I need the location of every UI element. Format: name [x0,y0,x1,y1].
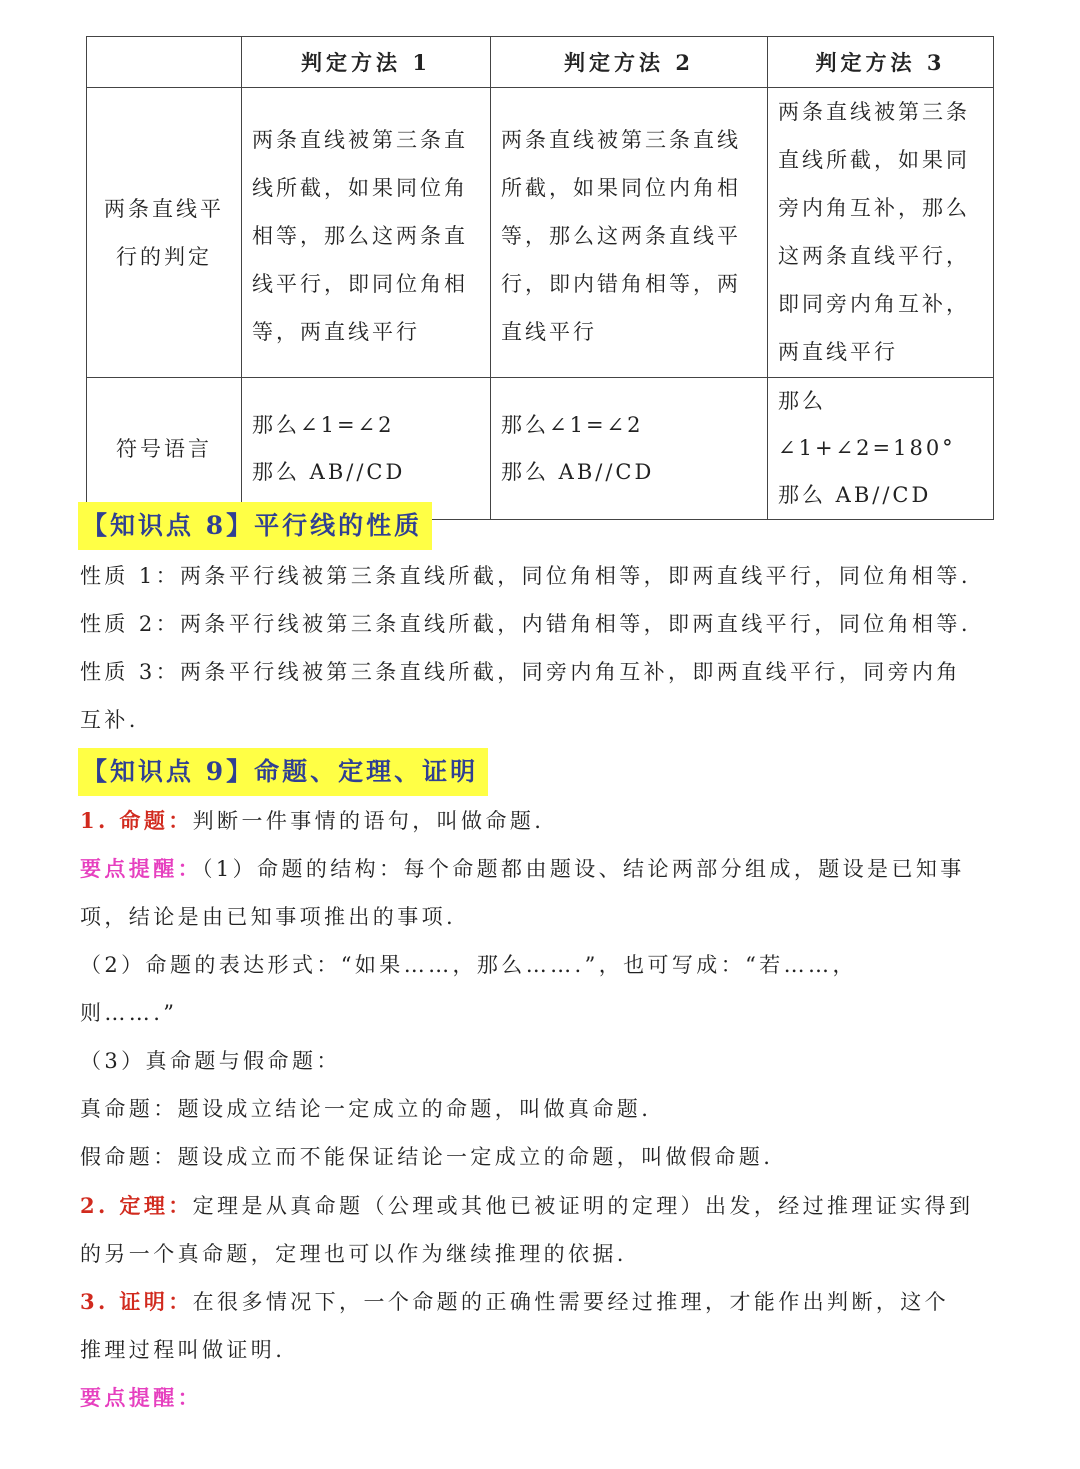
cell-line: 两条直线被第三条 [778,100,970,124]
kp8-property-3: 性质 3：两条平行线被第三条直线所截，同旁内角互补，即两直线平行，同旁内角 [80,660,961,684]
kp9-tip-1 [80,845,1005,893]
cell-line: 两条直线被第三条直线 [501,127,741,152]
kp9-tip-final [80,1374,1005,1422]
cell-line: 那么 AB//CD [778,483,932,507]
cell-line: 即同旁内角互补， [778,292,970,316]
kp8-property-1: 性质 1：两条平行线被第三条直线所截，同位角相等，即两直线平行，同位角相等. [80,564,971,588]
table-header-method-2: 判定方法 2 [491,37,768,88]
kp9-theorem [80,1182,1005,1230]
kp9-true-proposition: 真命题：题设成立结论一定成立的命题，叫做真命题. [80,1097,652,1121]
cell-line: 旁内角互补，那么 [778,196,970,220]
kp9-theorem-cont: 的另一个真命题，定理也可以作为继续推理的依据. [80,1242,627,1266]
cell-line: 两条直线被第三条直 [252,127,468,152]
cell-line: 那么∠1=∠2 [501,412,644,437]
kp8-property-3-cont: 互补. [80,708,139,732]
tip-label-final: 要点提醒： [80,1385,202,1410]
cell-line: 线所截，如果同位角 [252,175,468,200]
cell-line: 直线平行 [501,319,597,344]
criteria-method-2 [491,88,768,378]
table-header-method-3: 判定方法 3 [768,37,994,88]
cell-line: 那么 AB//CD [252,459,406,484]
tip-label: 要点提醒： [80,856,202,881]
criteria-method-3 [768,88,994,378]
kp9-tip-3: （3）真命题与假命题： [80,1049,341,1073]
table-row-criteria [87,88,994,378]
kp9-tip-2: （2）命题的表达形式：“如果……，那么…….”，也可写成：“若……， [80,953,857,977]
theorem-text: 定理是从真命题（公理或其他已被证明的定理）出发，经过推理证实得到 [192,1194,974,1218]
symbolic-method-2 [491,378,768,520]
cell-line: 等，两直线平行 [252,319,420,344]
kp8-heading: 【知识点 8】平行线的性质 [78,502,432,550]
cell-line: 行，即内错角相等，两 [501,271,741,296]
cell-line: 线平行，即同位角相 [252,271,468,296]
table-row-symbolic [87,378,994,520]
proposition-text: 判断一件事情的语句，叫做命题. [192,809,545,833]
cell-line: 这两条直线平行， [778,244,970,268]
kp9-tip-2-cont: 则…….” [80,1001,178,1025]
cell-line: 那么∠1=∠2 [252,412,395,437]
kp9-heading: 【知识点 9】命题、定理、证明 [78,748,488,796]
row-label-criteria [87,88,242,378]
criteria-method-1 [242,88,491,378]
theorem-label: 2. 定理： [80,1193,193,1218]
symbolic-method-1 [242,378,491,520]
proof-label: 3. 证明： [80,1289,193,1314]
symbolic-method-3 [768,378,994,520]
row-label-symbolic: 符号语言 [87,378,242,520]
row-label-line: 行的判定 [116,244,212,269]
parallel-criteria-table [86,36,994,520]
proof-text: 在很多情况下，一个命题的正确性需要经过推理，才能作出判断，这个 [192,1290,950,1314]
kp9-proof-cont: 推理过程叫做证明. [80,1338,286,1362]
kp8-property-2: 性质 2：两条平行线被第三条直线所截，内错角相等，即两直线平行，同位角相等. [80,612,971,636]
table-header-method-1: 判定方法 1 [242,37,491,88]
kp9-proposition [80,797,1005,845]
proposition-label: 1. 命题： [80,808,193,833]
table-header-row [87,37,994,88]
cell-line: 等，那么这两条直线平 [501,223,741,248]
row-label-line: 两条直线平 [104,196,224,221]
kp9-proof [80,1278,1005,1326]
cell-line: 那么 AB//CD [501,459,655,484]
kp9-false-proposition: 假命题：题设成立而不能保证结论一定成立的命题，叫做假命题. [80,1145,774,1169]
cell-line: 直线所截，如果同 [778,148,970,172]
cell-line: 相等，那么这两条直 [252,223,468,248]
cell-line: 那么∠1+∠2=180° [778,389,956,460]
tip-1-text: （1）命题的结构：每个命题都由题设、结论两部分组成，题设是已知事 [202,857,965,881]
cell-line: 两直线平行 [778,340,898,364]
cell-line: 所截，如果同位内角相 [501,175,741,200]
kp9-tip-1-cont: 项，结论是由已知事项推出的事项. [80,905,457,929]
table-header-empty [87,37,242,88]
